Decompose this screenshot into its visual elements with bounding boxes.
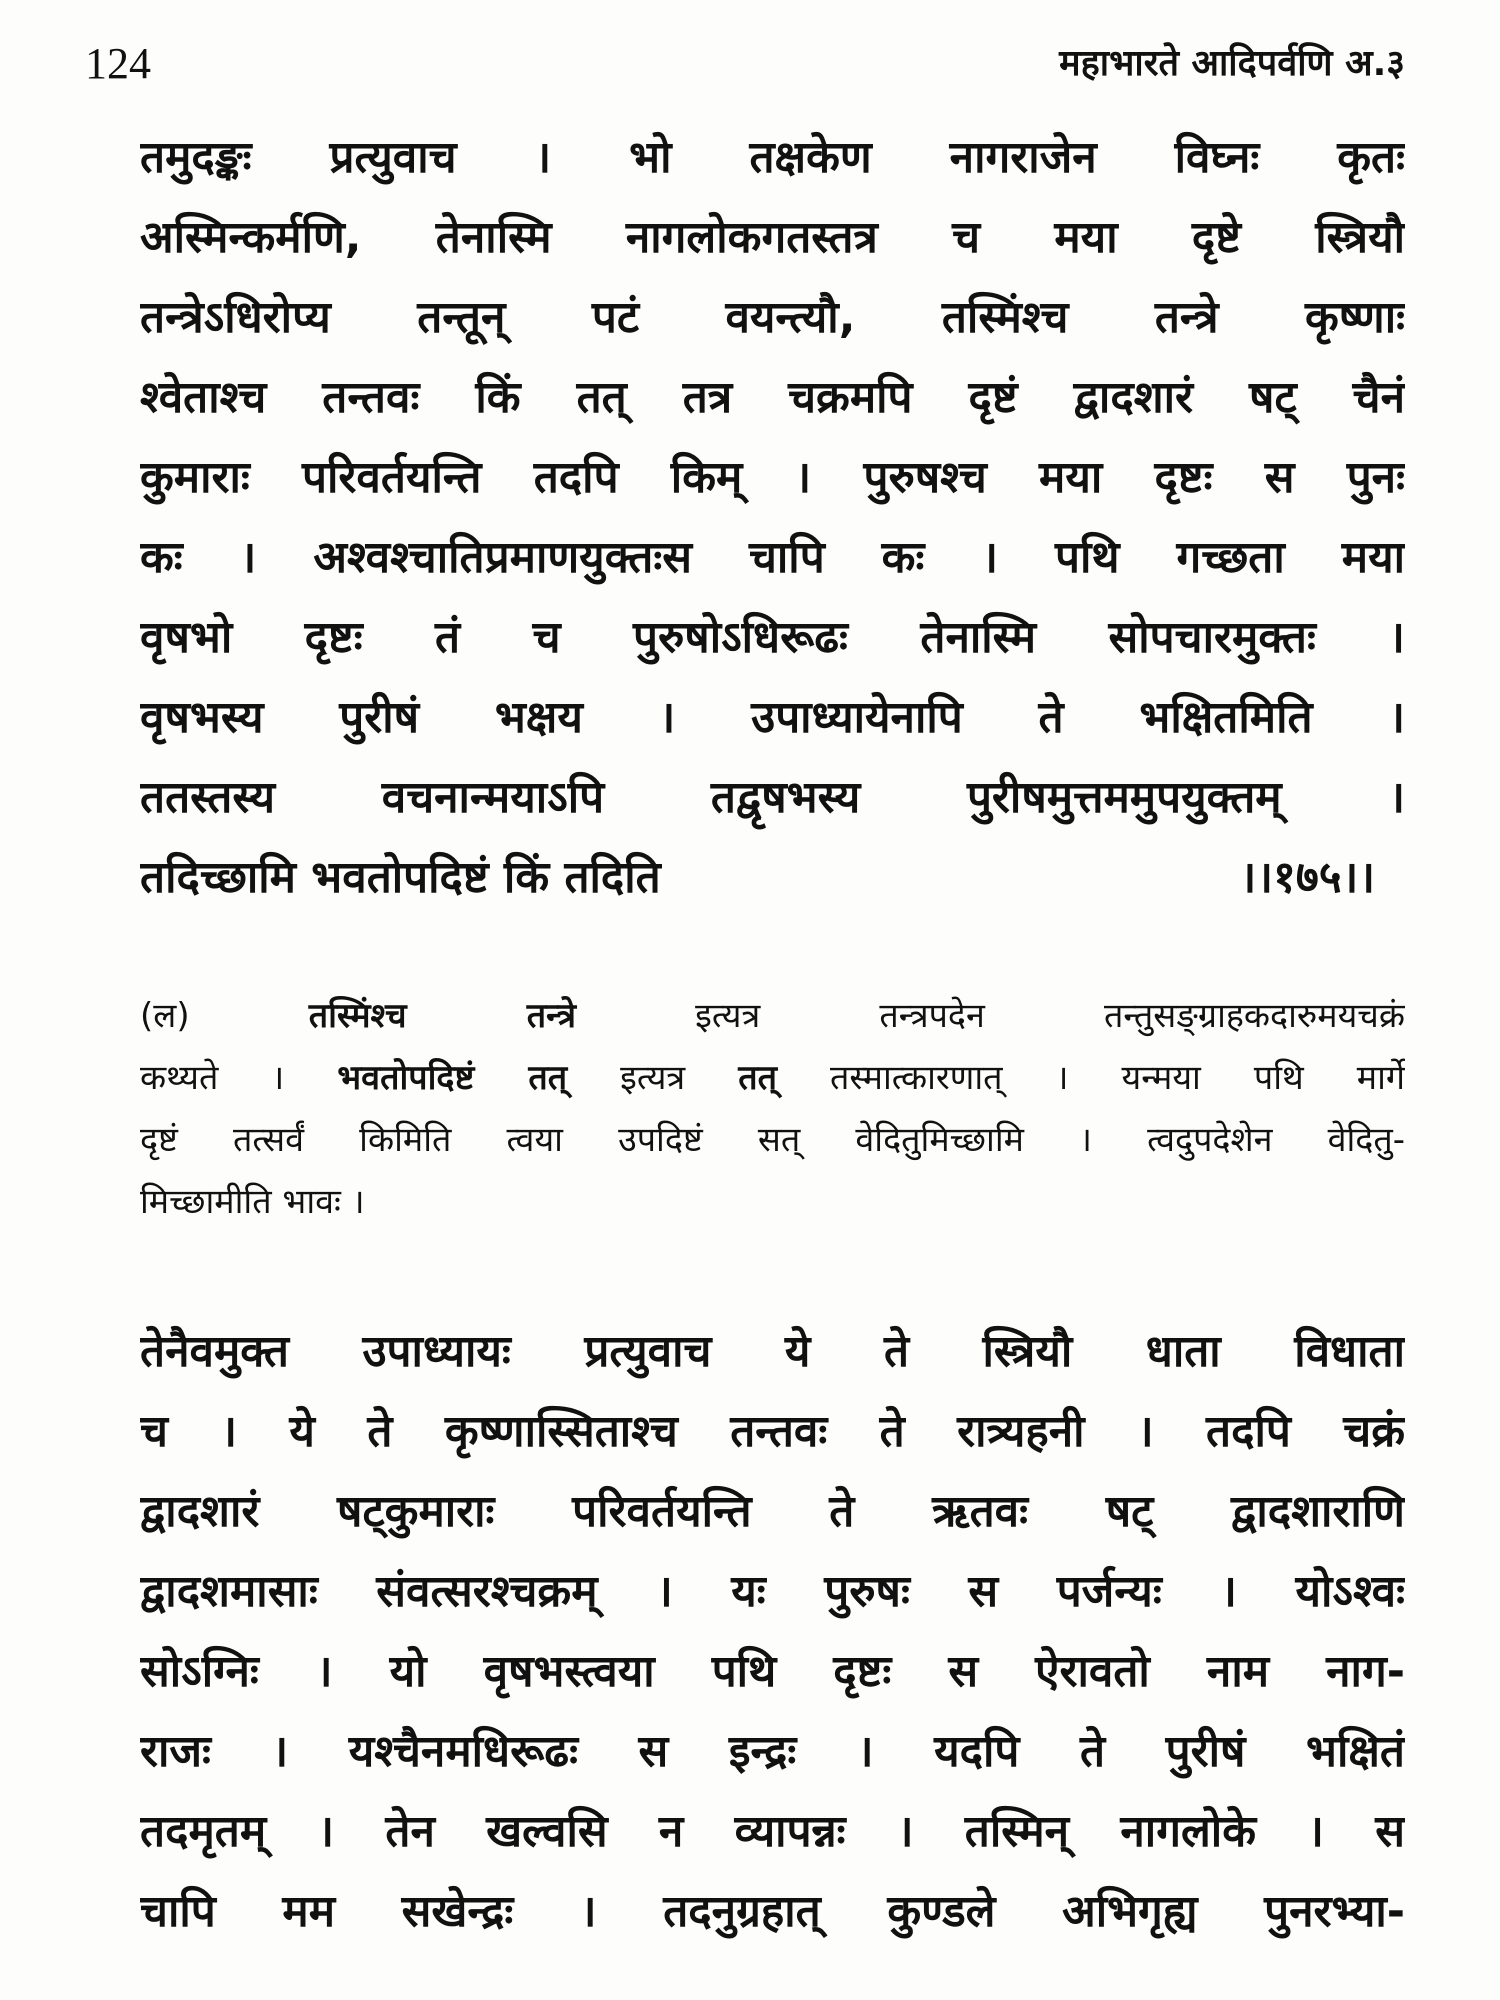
verse-line: श्वेताश्च तन्तवः किं तत् तत्र चक्रमपि दृष्टं द्वादशारं षट् चैनं — [140, 372, 1405, 423]
commentary-line — [140, 1047, 1405, 1109]
commentary-bold-term: तस्मिंश्च तन्त्रे — [308, 996, 576, 1036]
verse-next-block — [140, 1312, 1405, 1952]
page-header — [85, 28, 1405, 98]
verse-line: तेनैवमुक्त उपाध्यायः प्रत्युवाच ये ते स्त्रियौ धाता विधाता — [140, 1326, 1405, 1377]
verse-last-text: तदिच्छामि भवतोपदिष्टं किं तदिति — [140, 852, 661, 903]
commentary-bold-term: भवतोपदिष्टं तत् — [337, 1058, 568, 1098]
commentary-line: मिच्छामीति भावः । — [140, 1182, 365, 1222]
verse-175-block — [140, 118, 1405, 918]
commentary-bold-term: तत् — [738, 1058, 777, 1098]
commentary-text: कथ्यते । — [140, 1058, 285, 1098]
verse-line: राजः । यश्चैनमधिरूढः स इन्द्रः । यदपि ते पुरीषं भक्षितं — [140, 1726, 1405, 1777]
commentary-text: तस्मात्कारणात् । यन्मया पथि मार्गे — [830, 1058, 1405, 1098]
commentary-text: इत्यत्र तन्त्रपदेन तन्तुसङ्ग्राहकदारुमयचक्रं — [695, 996, 1405, 1036]
verse-line: द्वादशारं षट्कुमाराः परिवर्तयन्ति ते ऋतवः षट् द्वादशाराणि — [140, 1486, 1405, 1537]
verse-line: वृषभो दृष्टः तं च पुरुषोऽधिरूढः तेनास्मि सोपचारमुक्तः । — [140, 612, 1405, 663]
commentary-line: दृष्टं तत्सर्वं किमिति त्वया उपदिष्टं सत् वेदितुमिच्छामि । त्वदुपदेशेन वेदितु- — [140, 1120, 1405, 1160]
verse-line: तन्त्रेऽधिरोप्य तन्तून् पटं वयन्त्यौ, तस्मिंश्च तन्त्रे कृष्णाः — [140, 292, 1405, 343]
verse-line: द्वादशमासाः संवत्सरश्चक्रम् । यः पुरुषः स पर्जन्यः । योऽश्वः — [140, 1566, 1405, 1617]
verse-line: तदमृतम् । तेन खल्वसि न व्यापन्नः । तस्मिन् नागलोके । स — [140, 1806, 1405, 1857]
running-head: महाभारते आदिपर्वणि अ.३ — [1059, 43, 1405, 84]
verse-line: सोऽग्निः । यो वृषभस्त्वया पथि दृष्टः स ऐरावतो नाम नाग- — [140, 1646, 1405, 1697]
commentary-line — [140, 985, 1405, 1047]
verse-line: अस्मिन्कर्मणि, तेनास्मि नागलोकगतस्तत्र च मया दृष्टे स्त्रियौ — [140, 212, 1405, 263]
page-number: 124 — [85, 39, 151, 88]
verse-line: कुमाराः परिवर्तयन्ति तदपि किम् । पुरुषश्च मया दृष्टः स पुनः — [140, 452, 1405, 503]
verse-line: चापि मम सखेन्द्रः । तदनुग्रहात् कुण्डले अभिगृह्य पुनरभ्या- — [140, 1886, 1405, 1937]
verse-line: तमुदङ्कः प्रत्युवाच । भो तक्षकेण नागराजेन विघ्नः कृतः — [140, 132, 1405, 183]
verse-line: ततस्तस्य वचनान्मयाऽपि तद्वृषभस्य पुरीषमुत्तममुपयुक्तम् । — [140, 772, 1405, 823]
verse-line: कः । अश्वश्चातिप्रमाणयुक्तःस चापि कः । पथि गच्छता मया — [140, 532, 1405, 583]
verse-number: ।।१७५।। — [1239, 852, 1375, 903]
commentary-marker: (ल) — [140, 996, 190, 1036]
verse-last-line — [140, 838, 1405, 918]
verse-line: वृषभस्य पुरीषं भक्षय । उपाध्यायेनापि ते भक्षितमिति । — [140, 692, 1405, 743]
commentary-text: इत्यत्र — [620, 1058, 686, 1098]
verse-line: च । ये ते कृष्णास्सिताश्च तन्तवः ते रात्र्यहनी । तदपि चक्रं — [140, 1406, 1405, 1457]
commentary-block — [140, 985, 1405, 1233]
